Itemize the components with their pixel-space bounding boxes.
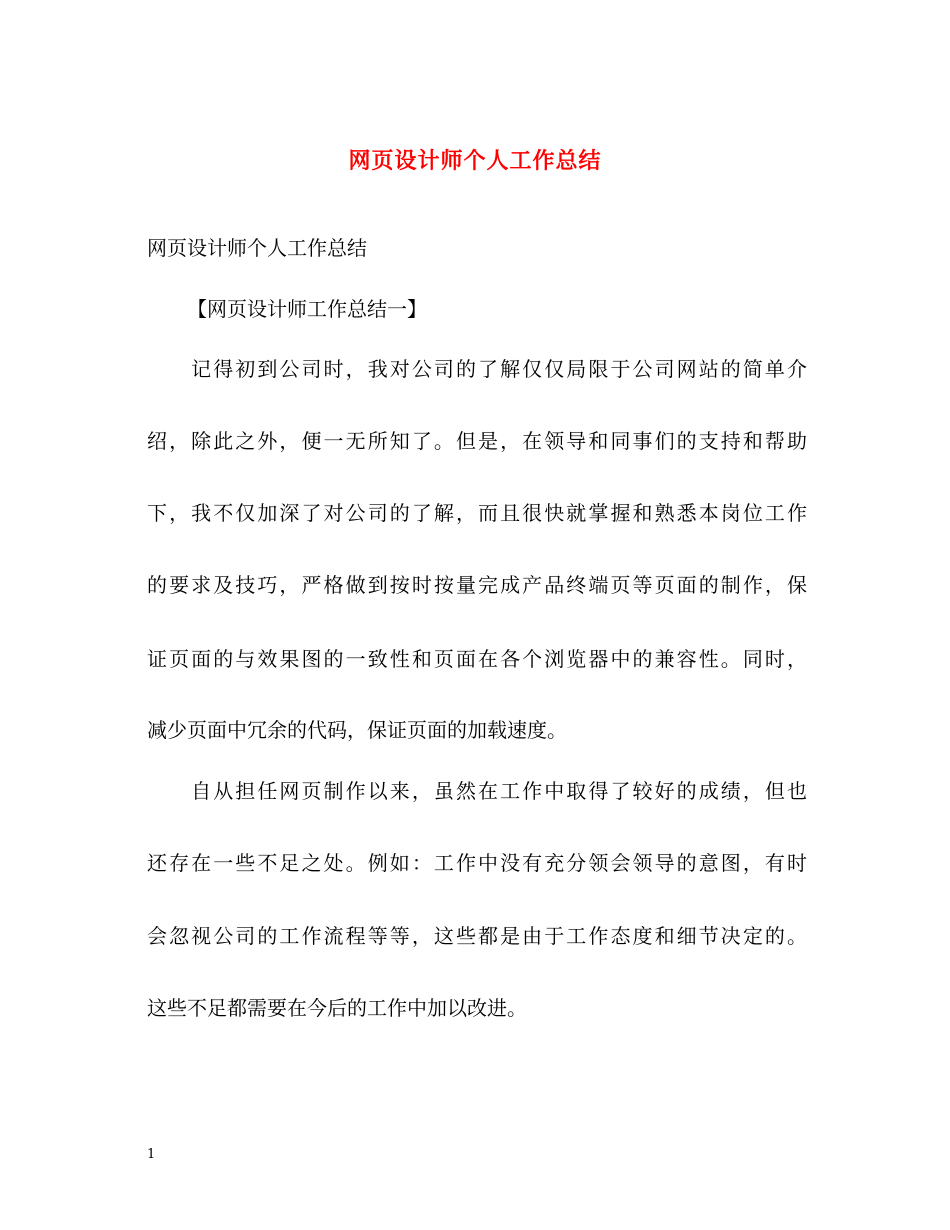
page-number: 1	[147, 1147, 156, 1162]
paragraph-line: 自从担任网页制作以来，虽然在工作中取得了较好的成绩，但也	[147, 779, 807, 803]
section-heading: 【网页设计师工作总结一】	[187, 297, 427, 321]
paragraph-line: 这些不足都需要在今后的工作中加以改进。	[147, 996, 527, 1020]
paragraph-line: 还存在一些不足之处。例如：工作中没有充分领会领导的意图，有时	[147, 851, 807, 875]
paragraph-line: 减少页面中冗余的代码，保证页面的加载速度。	[147, 718, 567, 742]
paragraph-line: 会忽视公司的工作流程等等，这些都是由于工作态度和细节决定的。	[147, 924, 807, 948]
document-subtitle: 网页设计师个人工作总结	[147, 236, 367, 260]
paragraph-line: 记得初到公司时，我对公司的了解仅仅局限于公司网站的简单介	[147, 357, 807, 381]
document-title: 网页设计师个人工作总结	[348, 148, 602, 174]
paragraph-line: 下，我不仅加深了对公司的了解，而且很快就掌握和熟悉本岗位工作	[147, 501, 807, 525]
paragraph-line: 绍，除此之外，便一无所知了。但是，在领导和同事们的支持和帮助	[147, 429, 807, 453]
paragraph-line: 证页面的与效果图的一致性和页面在各个浏览器中的兼容性。同时，	[147, 647, 807, 671]
paragraph-line: 的要求及技巧，严格做到按时按量完成产品终端页等页面的制作，保	[147, 573, 807, 597]
